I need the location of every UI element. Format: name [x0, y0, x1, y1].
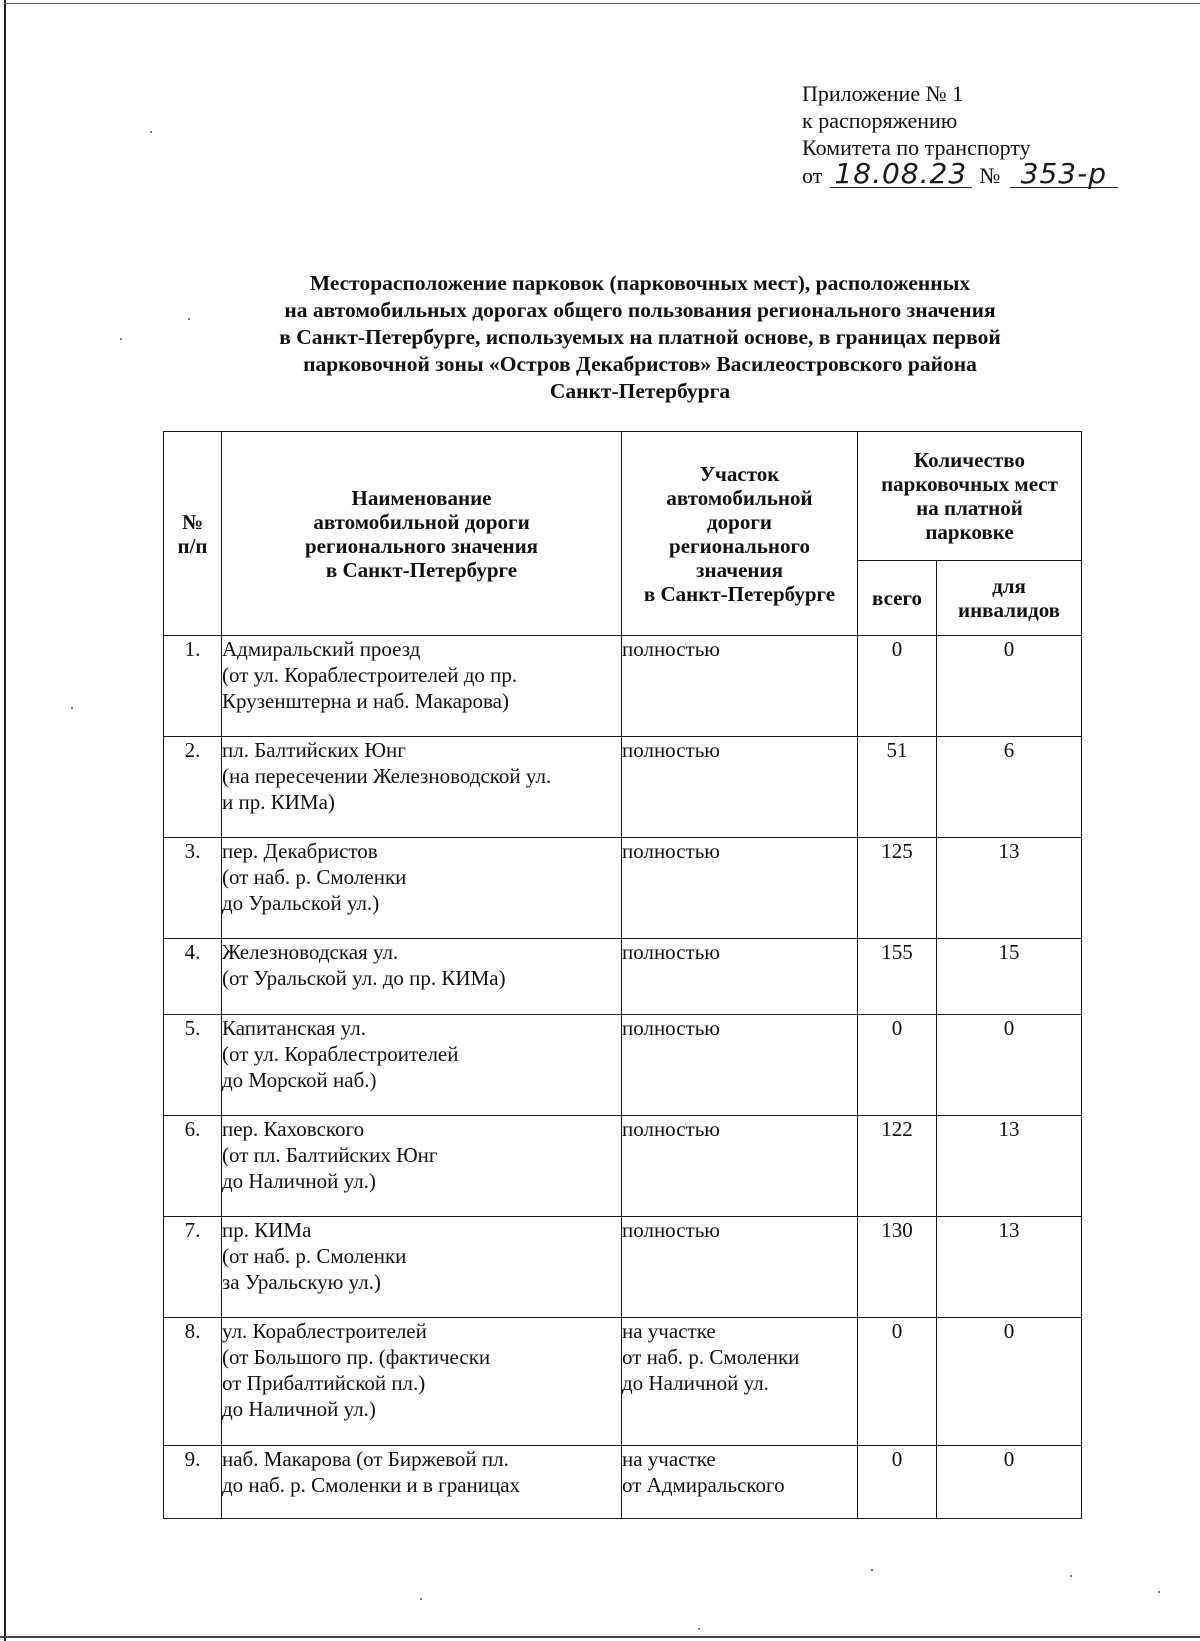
row-number: 7.	[164, 1217, 222, 1318]
segment-line: полностью	[622, 738, 720, 762]
total-spaces-cell: 0	[858, 1015, 937, 1116]
appendix-committee: Комитета по транспорту	[802, 135, 1031, 160]
road-name-line: пер. Каховского	[222, 1117, 365, 1141]
header-quantity: Количество парковочных мест на платной парковке	[858, 432, 1082, 561]
total-spaces-cell: 125	[858, 838, 937, 939]
road-name-cell	[222, 1446, 622, 1519]
segment-line: от наб. р. Смоленки	[622, 1345, 800, 1369]
segment-cell	[622, 636, 858, 737]
segment-cell	[622, 939, 858, 1015]
segment-cell	[622, 1015, 858, 1116]
appendix-order-ref: к распоряжению	[802, 108, 958, 133]
row-number: 1.	[164, 636, 222, 737]
road-name-line: Крузенштерна и наб. Макарова)	[222, 689, 509, 713]
title-line: в Санкт-Петербурге, используемых на платной основе, в границах первой	[279, 325, 1001, 349]
segment-cell	[622, 737, 858, 838]
segment-cell	[622, 838, 858, 939]
table-row	[164, 636, 1082, 737]
table-row	[164, 1015, 1082, 1116]
segment-cell	[622, 1116, 858, 1217]
segment-line: полностью	[622, 1218, 720, 1242]
road-name-line: наб. Макарова (от Биржевой пл.	[222, 1447, 509, 1471]
appendix-header	[802, 80, 1118, 189]
segment-line: от Адмиральского	[622, 1473, 785, 1497]
road-name-line: до наб. р. Смоленки и в границах	[222, 1473, 521, 1497]
road-name-cell	[222, 1116, 622, 1217]
table-row	[164, 1116, 1082, 1217]
road-name-line: (от наб. р. Смоленки	[222, 1244, 407, 1268]
scan-speck	[698, 1628, 700, 1630]
total-spaces-cell: 130	[858, 1217, 937, 1318]
row-number: 4.	[164, 939, 222, 1015]
disabled-spaces-cell: 0	[937, 1015, 1082, 1116]
total-spaces-cell: 51	[858, 737, 937, 838]
segment-line: полностью	[622, 1117, 720, 1141]
scan-speck	[150, 131, 152, 133]
road-name-line: (на пересечении Железноводской ул.	[222, 764, 552, 788]
total-spaces-cell: 155	[858, 939, 937, 1015]
header-total: всего	[858, 561, 937, 636]
total-spaces-cell: 122	[858, 1116, 937, 1217]
road-name-line: до Уральской ул.)	[222, 891, 380, 915]
scan-speck	[1070, 1575, 1072, 1577]
road-name-cell	[222, 838, 622, 939]
table-row	[164, 1446, 1082, 1519]
header-num: № п/п	[164, 432, 222, 636]
road-name-line: от Прибалтийской пл.)	[222, 1371, 426, 1395]
segment-line: полностью	[622, 1016, 720, 1040]
table-row	[164, 737, 1082, 838]
segment-line: полностью	[622, 940, 720, 964]
row-number: 3.	[164, 838, 222, 939]
road-name-line: (от Большого пр. (фактически	[222, 1345, 491, 1369]
road-name-cell	[222, 1318, 622, 1446]
title-line: на автомобильных дорогах общего пользования регионального значения	[284, 298, 996, 322]
segment-cell	[622, 1318, 858, 1446]
segment-cell	[622, 1217, 858, 1318]
total-spaces-cell: 0	[858, 1318, 937, 1446]
disabled-spaces-cell: 0	[937, 1446, 1082, 1519]
row-number: 9.	[164, 1446, 222, 1519]
scan-speck	[871, 1569, 873, 1571]
row-number: 2.	[164, 737, 222, 838]
segment-line: полностью	[622, 637, 720, 661]
scan-speck	[120, 338, 122, 340]
segment-line: полностью	[622, 839, 720, 863]
road-name-line: (от ул. Кораблестроителей до пр.	[222, 663, 518, 687]
row-number: 8.	[164, 1318, 222, 1446]
title-line: Санкт-Петербурга	[549, 379, 731, 403]
table-row	[164, 939, 1082, 1015]
disabled-spaces-cell: 15	[937, 939, 1082, 1015]
segment-line: на участке	[622, 1447, 716, 1471]
table-row	[164, 1217, 1082, 1318]
segment-line: на участке	[622, 1319, 716, 1343]
disabled-spaces-cell: 13	[937, 1116, 1082, 1217]
road-name-cell	[222, 1217, 622, 1318]
scan-border-top	[4, 3, 1200, 4]
segment-line: до Наличной ул.	[622, 1371, 769, 1395]
road-name-line: (от ул. Кораблестроителей	[222, 1042, 459, 1066]
header-disabled: для инвалидов	[937, 561, 1082, 636]
road-name-line: пл. Балтийских Юнг	[222, 738, 406, 762]
title-line: парковочной зоны «Остров Декабристов» Василеостровского района	[303, 352, 977, 376]
table-row	[164, 838, 1082, 939]
road-name-line: Железноводская ул.	[222, 940, 399, 964]
scan-border-left	[4, 0, 6, 1641]
scan-border-bottom	[0, 1636, 1200, 1638]
disabled-spaces-cell: 13	[937, 1217, 1082, 1318]
road-name-line: и пр. КИМа)	[222, 790, 335, 814]
appendix-number: Приложение № 1	[802, 81, 964, 106]
table-row	[164, 1318, 1082, 1446]
road-name-line: до Наличной ул.)	[222, 1169, 376, 1193]
title-line: Месторасположение парковок (парковочных мест), расположенных	[309, 271, 971, 295]
segment-cell	[622, 1446, 858, 1519]
parking-table	[163, 431, 1082, 1519]
header-segment: Участок автомобильной дороги регионального значения в Санкт-Петербурге	[622, 432, 858, 636]
scan-speck	[188, 318, 190, 320]
road-name-cell	[222, 939, 622, 1015]
number-label: №	[979, 163, 1001, 188]
scan-speck	[420, 1598, 422, 1600]
road-name-line: (от Уральской ул. до пр. КИМа)	[222, 966, 506, 990]
road-name-line: за Уральскую ул.)	[222, 1270, 381, 1294]
disabled-spaces-cell: 0	[937, 636, 1082, 737]
road-name-line: до Морской наб.)	[222, 1068, 377, 1092]
document-title	[200, 270, 1080, 405]
disabled-spaces-cell: 0	[937, 1318, 1082, 1446]
road-name-cell	[222, 1015, 622, 1116]
road-name-line: пер. Декабристов	[222, 839, 378, 863]
total-spaces-cell: 0	[858, 636, 937, 737]
row-number: 6.	[164, 1116, 222, 1217]
road-name-cell	[222, 737, 622, 838]
road-name-line: ул. Кораблестроителей	[222, 1319, 427, 1343]
scan-speck	[71, 707, 73, 709]
appendix-date-line	[802, 157, 1118, 190]
road-name-line: Капитанская ул.	[222, 1016, 366, 1040]
road-name-line: (от наб. р. Смоленки	[222, 865, 407, 889]
total-spaces-cell: 0	[858, 1446, 937, 1519]
road-name-line: пр. КИМа	[222, 1218, 312, 1242]
road-name-cell	[222, 636, 622, 737]
scan-speck	[1158, 1591, 1160, 1593]
road-name-line: Адмиральский проезд	[222, 637, 421, 661]
from-label: от	[802, 163, 823, 188]
road-name-line: (от пл. Балтийских Юнг	[222, 1143, 438, 1167]
disabled-spaces-cell: 13	[937, 838, 1082, 939]
road-name-line: до Наличной ул.)	[222, 1397, 376, 1421]
header-road-name: Наименование автомобильной дороги регионального значения в Санкт-Петербурге	[222, 432, 622, 636]
handwritten-date: 18.08.23	[830, 161, 972, 188]
row-number: 5.	[164, 1015, 222, 1116]
handwritten-number: 353-р	[1010, 161, 1118, 188]
disabled-spaces-cell: 6	[937, 737, 1082, 838]
